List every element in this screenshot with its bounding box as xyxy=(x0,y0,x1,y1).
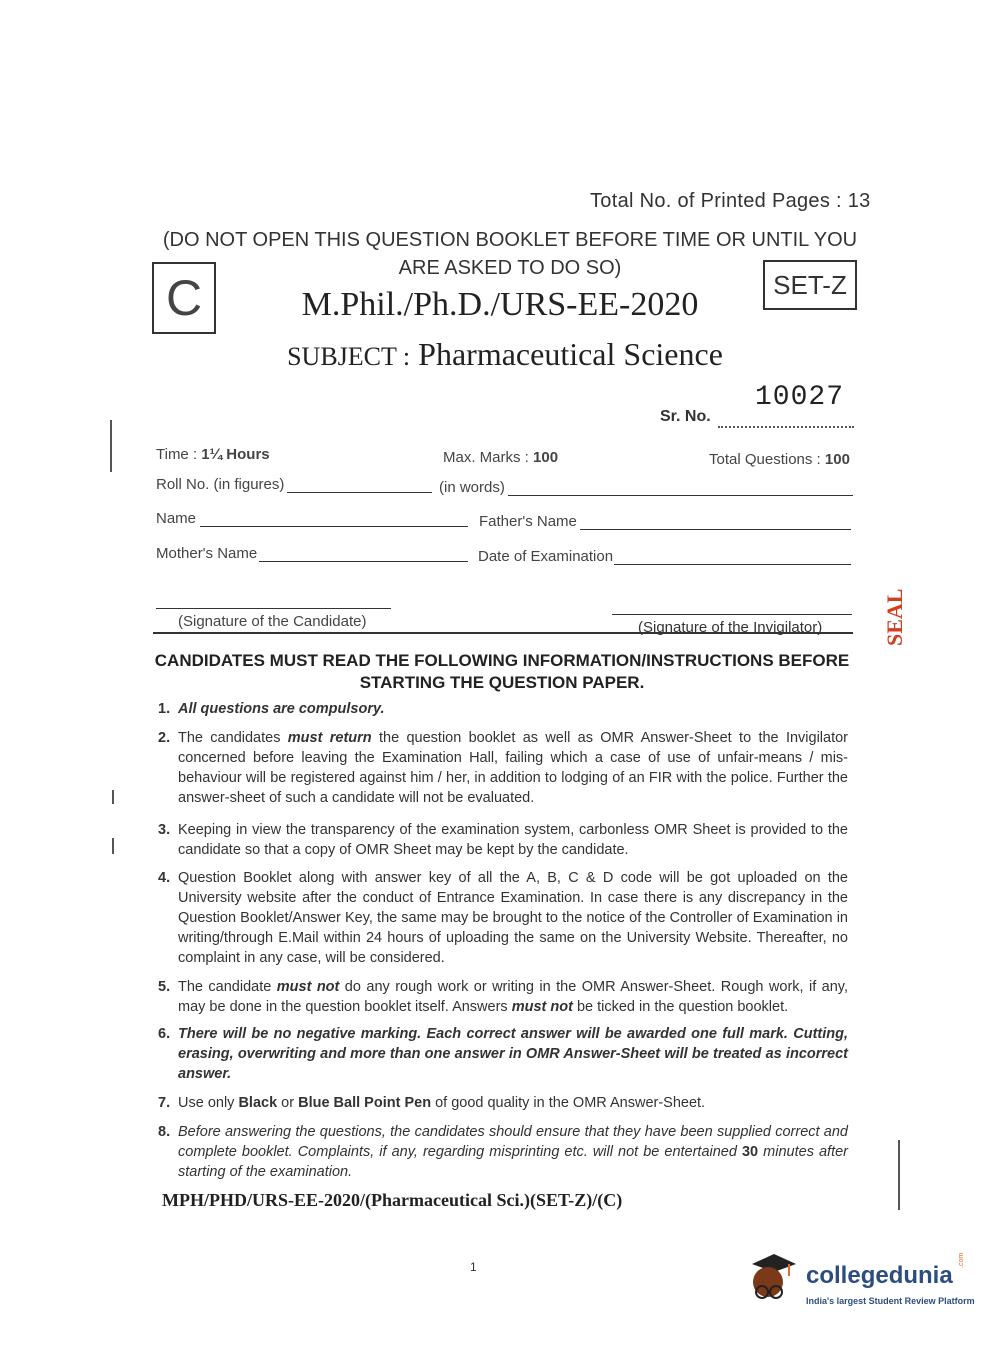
instruction-item xyxy=(158,820,848,860)
roll-no-figures-line[interactable] xyxy=(287,492,432,493)
collegedunia-logo-name: collegedunia xyxy=(806,1262,953,1289)
instruction-text: All questions are compulsory. xyxy=(178,701,385,717)
date-of-exam-line[interactable] xyxy=(614,564,851,565)
scan-mark xyxy=(112,838,114,854)
invigilator-signature-line[interactable] xyxy=(612,614,852,615)
collegedunia-mascot-icon xyxy=(744,1248,802,1306)
mothers-name-label: Mother's Name xyxy=(156,545,258,562)
instructions-heading-line-2: STARTING THE QUESTION PAPER. xyxy=(359,673,645,692)
max-marks-field xyxy=(443,449,558,466)
serial-number-dots xyxy=(718,426,854,428)
total-questions-field xyxy=(709,451,850,468)
instruction-number: 7. xyxy=(158,1095,171,1111)
total-questions-label: Total Questions : xyxy=(709,451,825,468)
roll-no-words-line[interactable] xyxy=(508,495,853,496)
name-line[interactable] xyxy=(200,526,468,527)
subject-label: SUBJECT : xyxy=(287,342,411,371)
instruction-item xyxy=(158,868,848,968)
mothers-name-line[interactable] xyxy=(259,561,468,562)
collegedunia-logo-suffix: .com xyxy=(958,1252,965,1268)
instruction-text: Use only Black or Blue Ball Point Pen of good quality in the OMR Answer-Sheet. xyxy=(178,1095,706,1111)
instruction-number: 4. xyxy=(158,870,171,886)
series-code-box: C xyxy=(152,262,216,334)
max-marks-value: 100 xyxy=(533,449,559,466)
subject-value: Pharmaceutical Science xyxy=(418,336,723,372)
total-questions-value: 100 xyxy=(824,451,850,468)
scan-mark xyxy=(112,790,114,804)
fathers-name-label: Father's Name xyxy=(479,513,577,530)
instructions-heading xyxy=(150,650,854,694)
time-label: Time : xyxy=(156,446,202,463)
time-value: 1¼ Hours xyxy=(201,446,270,463)
page-number: 1 xyxy=(470,1260,477,1274)
instruction-number: 6. xyxy=(158,1026,171,1042)
serial-number-value: 10027 xyxy=(755,382,845,413)
instruction-text: The candidates must return the question booklet as well as OMR Answer-Sheet to the Invigilator concerned before leaving the Examination Hall, failing which a case of use of unfair-means / mis-behaviour will be registered against him / her, in addition to lodging of an FIR with the police. Further the answer-sheet of such a candidate will not be evaluated. xyxy=(178,730,848,806)
instruction-item xyxy=(158,1093,848,1113)
instruction-text: The candidate must not do any rough work or writing in the OMR Answer-Sheet. Rough work, if any, may be done in the question booklet itself. Answers must not be ticked in the question booklet. xyxy=(178,979,848,1015)
name-label: Name xyxy=(156,510,197,527)
section-divider xyxy=(153,632,853,634)
instruction-item xyxy=(158,1122,848,1182)
serial-number-label: Sr. No. xyxy=(660,408,711,425)
instruction-text: There will be no negative marking. Each correct answer will be awarded one full mark. Cutting, erasing, overwriting and more than one answer in OMR Answer-Sheet will be treated as incorrect answer. xyxy=(178,1026,848,1082)
fathers-name-line[interactable] xyxy=(580,529,851,530)
instruction-text: Keeping in view the transparency of the examination system, carbonless OMR Sheet is provided to the candidate so that a copy of OMR Sheet may be kept by the candidate. xyxy=(178,822,848,858)
instruction-item xyxy=(158,977,848,1017)
roll-no-words-label: (in words) xyxy=(439,479,505,496)
warning-line-1: (DO NOT OPEN THIS QUESTION BOOKLET BEFORE TIME OR UNTIL YOU xyxy=(162,229,858,251)
seal-stamp: SEAL xyxy=(882,588,907,646)
roll-no-figures-label: Roll No. (in figures) xyxy=(156,476,285,493)
candidate-signature-label: (Signature of the Candidate) xyxy=(178,613,367,630)
instruction-number: 3. xyxy=(158,822,171,838)
collegedunia-logo-tagline: India's largest Student Review Platform xyxy=(806,1296,975,1306)
instruction-number: 5. xyxy=(158,979,171,995)
scan-mark xyxy=(898,1140,900,1210)
instruction-number: 1. xyxy=(158,701,171,717)
instruction-item xyxy=(158,699,848,719)
instruction-item xyxy=(158,728,848,808)
invigilator-signature-label: (Signature of the Invigilator) xyxy=(638,619,823,636)
date-of-exam-label: Date of Examination xyxy=(478,548,614,565)
exam-title: M.Phil./Ph.D./URS-EE-2020 xyxy=(301,286,699,323)
max-marks-label: Max. Marks : xyxy=(443,449,534,466)
instruction-text: Question Booklet along with answer key of all the A, B, C & D code will be got uploaded on the University website after the conduct of Entrance Examination. In case there is any discrepancy in the Question Booklet/Answer Key, the same may be brought to the notice of the Controller of Examination in writing/through E.Mail within 24 hours of uploading the same on the University Website. Thereafter, no complaint in any case, will be considered. xyxy=(178,870,848,966)
instruction-number: 8. xyxy=(158,1124,171,1140)
total-printed-pages: Total No. of Printed Pages : 13 xyxy=(590,190,871,212)
candidate-signature-line[interactable] xyxy=(156,608,391,609)
do-not-open-warning xyxy=(150,226,870,282)
instruction-number: 2. xyxy=(158,730,171,746)
instruction-item xyxy=(158,1024,848,1084)
scan-mark xyxy=(110,420,112,472)
subject-line xyxy=(200,336,810,373)
time-field xyxy=(156,446,270,463)
set-code-box: SET-Z xyxy=(763,260,857,310)
booklet-code-footer: MPH/PHD/URS-EE-2020/(Pharmaceutical Sci.)(SET-Z)/(C) xyxy=(162,1190,623,1210)
warning-line-2: ARE ASKED TO DO SO) xyxy=(398,257,622,279)
instruction-text: Before answering the questions, the candidates should ensure that they have been supplied correct and complete booklet. Complaints, if any, regarding misprinting etc. will not be entertained 30 minutes after starting of the examination. xyxy=(178,1124,848,1180)
instructions-heading-line-1: CANDIDATES MUST READ THE FOLLOWING INFORMATION/INSTRUCTIONS BEFORE xyxy=(154,651,850,670)
